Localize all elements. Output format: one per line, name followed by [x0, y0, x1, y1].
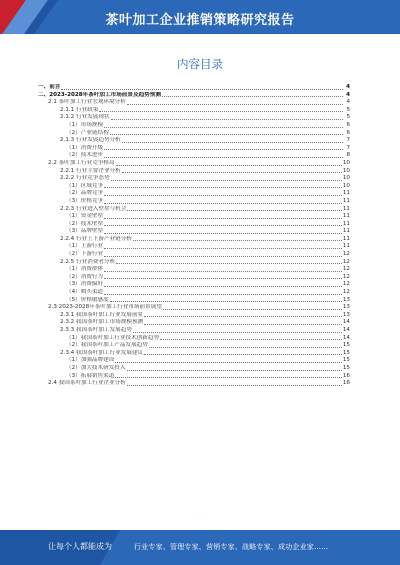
toc-entry[interactable]: [38, 190, 350, 198]
toc-entry[interactable]: [38, 236, 350, 244]
toc-entry-label: （1）市场规模: [66, 121, 104, 128]
toc-entry-page: 12: [342, 281, 350, 288]
toc-entry-label: （2）产业链结构: [66, 129, 109, 136]
toc-dot-leader: [111, 180, 342, 181]
toc-entry-page: 10: [342, 175, 350, 182]
toc-entry[interactable]: [38, 183, 350, 191]
toc-entry-label: （1）区域竞争: [66, 182, 104, 189]
toc-entry[interactable]: [38, 289, 350, 297]
toc-dot-leader: [160, 339, 342, 340]
toc-dot-leader: [116, 263, 342, 264]
toc-entry-page: 10: [342, 182, 350, 189]
toc-entry[interactable]: [38, 130, 350, 138]
toc-entry-page: 11: [342, 243, 350, 250]
toc-entry[interactable]: [38, 312, 350, 320]
toc-entry-label: 2.1 茶叶加工行业宏观环境分析: [48, 99, 126, 106]
toc-dot-leader: [144, 354, 342, 355]
toc-entry[interactable]: [38, 122, 350, 130]
toc-entry-page: 4: [346, 84, 350, 90]
toc-entry-label: （1）上游行业: [66, 243, 104, 250]
toc-entry-label: 2.2.5 行业消费者分析: [60, 258, 116, 265]
toc-entry-page: 14: [342, 327, 350, 333]
toc-entry-page: 4: [346, 91, 350, 98]
page-header: [0, 0, 400, 34]
toc-entry-page: 11: [342, 220, 350, 227]
toc-dot-leader: [104, 127, 343, 128]
toc-entry-page: 12: [342, 258, 350, 265]
toc-entry-label: 2.3.3 我国茶叶加工发展趋势: [60, 327, 132, 333]
toc-dot-leader: [99, 111, 343, 112]
toc-entry-page: 14: [342, 334, 350, 341]
toc-entry-page: 15: [342, 342, 350, 349]
toc-entry[interactable]: [38, 342, 350, 350]
toc-dot-leader: [163, 309, 342, 310]
page-marker: ·: [199, 514, 201, 519]
toc-entry-page: 13: [342, 311, 350, 318]
toc-entry-page: 14: [342, 319, 350, 326]
report-title: 茶叶加工企业推销策略研究报告: [105, 13, 295, 28]
toc-entry[interactable]: [38, 380, 350, 388]
toc-entry[interactable]: [38, 137, 350, 145]
toc-entry[interactable]: [38, 92, 350, 100]
toc-entry-page: 10: [342, 167, 350, 174]
toc-entry-label: 2.3 2023-2028年茶叶加工行业市场前景展望: [48, 304, 162, 311]
toc-entry[interactable]: [38, 206, 350, 214]
toc-dot-leader: [116, 165, 342, 166]
toc-entry[interactable]: [38, 350, 350, 358]
toc-entry-page: 5: [346, 114, 350, 121]
page-footer: [0, 530, 400, 565]
toc-dot-leader: [127, 370, 342, 371]
toc-dot-leader: [127, 385, 342, 386]
toc-entry-page: 15: [342, 357, 350, 364]
toc-entry[interactable]: [38, 266, 350, 274]
toc-entry-page: 12: [342, 289, 350, 296]
toc-entry-label: 2.3.2 我国茶叶加工市场规模预测: [60, 319, 144, 326]
toc-dot-leader: [149, 347, 342, 348]
toc-entry-page: 7: [346, 137, 350, 144]
toc-dot-leader: [104, 218, 342, 219]
toc-dot-leader: [110, 301, 342, 302]
toc-entry-page: 12: [342, 251, 350, 258]
toc-entry-label: （3）消费偏好: [66, 281, 104, 288]
toc-entry-page: 4: [346, 99, 350, 106]
toc-entry-label: （1）我国茶叶加工行业技术创新趋势: [66, 334, 160, 341]
toc-entry-label: （5）价格敏感度: [66, 296, 109, 303]
toc-entry-label: 2.3.1 我国茶叶加工行业发展前景: [60, 311, 144, 318]
toc-entry[interactable]: [38, 365, 350, 373]
toc-entry-label: 2.3.4 我国茶叶加工行业发展建议: [60, 349, 144, 356]
footer-tags: 行业专家、管理专家、营销专家、战略专家、成功企业家……: [134, 543, 329, 551]
toc-dot-leader: [122, 172, 342, 173]
toc-dot-leader: [61, 89, 343, 90]
toc-entry-page: 5: [346, 106, 350, 113]
toc-entry[interactable]: [38, 168, 350, 176]
toc-dot-leader: [104, 271, 342, 272]
toc-entry[interactable]: [38, 228, 350, 236]
toc-entry-page: 13: [342, 304, 350, 311]
toc-dot-leader: [133, 332, 342, 333]
toc-entry[interactable]: [38, 99, 350, 107]
toc-entry[interactable]: [38, 114, 350, 122]
toc-entry[interactable]: [38, 107, 350, 115]
toc-dot-leader: [104, 195, 342, 196]
toc-entry-page: 7: [346, 144, 350, 151]
toc-entry-label: （2）消费行为: [66, 273, 104, 280]
toc-entry[interactable]: [38, 327, 350, 335]
toc-entry-label: 2.2 茶叶加工行业竞争格局: [48, 159, 115, 166]
toc-entry-page: 6: [346, 129, 350, 136]
toc-entry-page: 12: [342, 273, 350, 280]
toc-dot-leader: [104, 203, 342, 204]
toc-entry[interactable]: [38, 213, 350, 221]
toc-entry[interactable]: [38, 175, 350, 183]
toc-dot-leader: [104, 187, 342, 188]
toc-dot-leader: [144, 324, 342, 325]
toc-entry-page: 16: [342, 372, 350, 379]
toc-entry-label: 2.2.2 行业竞争态势: [60, 175, 110, 182]
toc-entry-label: 2.2.1 行业主要企业分析: [60, 167, 121, 174]
toc-entry[interactable]: [38, 160, 350, 168]
toc-entry-label: 2.1.2 行业发展现状: [60, 114, 110, 121]
toc-entry[interactable]: [38, 274, 350, 282]
toc-entry-page: 8: [346, 152, 350, 159]
toc-dot-leader: [110, 134, 343, 135]
toc-entry-label: （1）加强品牌建设: [66, 357, 115, 364]
toc-dot-leader: [122, 142, 343, 143]
toc-entry[interactable]: [38, 373, 350, 381]
toc-dot-leader: [104, 225, 342, 226]
toc-entry[interactable]: [38, 221, 350, 229]
toc-entry[interactable]: [38, 259, 350, 267]
toc-dot-leader: [104, 278, 342, 279]
toc-entry[interactable]: [38, 251, 350, 259]
toc-entry-label: （1）资金壁垒: [66, 213, 104, 220]
toc-heading: 内容目录: [177, 57, 223, 71]
toc-entry-label: （2）下游行业: [66, 251, 104, 258]
toc-dot-leader: [115, 362, 342, 363]
toc-entry-label: （2）技术进步: [66, 152, 104, 159]
table-of-contents: [38, 84, 350, 388]
toc-dot-leader: [104, 233, 342, 234]
toc-entry-label: （3）品牌壁垒: [66, 228, 104, 235]
toc-dot-leader: [144, 316, 342, 317]
toc-dot-leader: [104, 157, 343, 158]
toc-entry-label: 2.1.1 行业政策: [60, 106, 99, 113]
footer-slogan: 让每个人都能成为: [48, 542, 112, 551]
toc-entry-page: 10: [342, 159, 350, 166]
toc-entry[interactable]: [38, 281, 350, 289]
toc-entry-page: 11: [342, 197, 350, 204]
toc-dot-leader: [127, 210, 342, 211]
toc-entry-page: 11: [342, 213, 350, 220]
toc-entry-page: 6: [346, 121, 350, 128]
toc-dot-leader: [104, 286, 342, 287]
toc-entry-label: （2）加大技术研发投入: [66, 364, 126, 371]
toc-entry-label: 二、2023-2028年茶叶加工市场前景及趋势预测: [38, 91, 161, 98]
toc-entry-page: 11: [342, 228, 350, 235]
toc-entry-page: 15: [342, 349, 350, 356]
toc-entry-label: 2.2.3 行业进入壁垒与机会: [60, 205, 127, 212]
toc-entry-label: （1）消费升级: [66, 144, 104, 151]
toc-entry[interactable]: [38, 297, 350, 305]
toc-dot-leader: [111, 119, 343, 120]
toc-entry-label: 2.2.4 行业上下游产业链分析: [60, 235, 132, 242]
toc-entry-page: 11: [342, 205, 350, 212]
toc-entry-page: 11: [342, 235, 350, 242]
toc-entry-label: （4）购买渠道: [66, 289, 104, 296]
toc-dot-leader: [104, 294, 342, 295]
toc-entry[interactable]: [38, 152, 350, 160]
toc-dot-leader: [104, 256, 342, 257]
toc-dot-leader: [162, 96, 343, 97]
toc-entry[interactable]: [38, 335, 350, 343]
toc-entry-page: 16: [342, 380, 350, 387]
toc-entry[interactable]: [38, 357, 350, 365]
toc-entry-label: 一、前言: [38, 84, 61, 90]
toc-dot-leader: [115, 377, 342, 378]
toc-entry[interactable]: [38, 145, 350, 153]
toc-entry-label: （2）技术壁垒: [66, 220, 104, 227]
toc-entry-label: （2）我国茶叶加工产品发展趋势: [66, 342, 148, 349]
toc-dot-leader: [127, 104, 343, 105]
toc-entry-label: （3）拓展销售渠道: [66, 372, 115, 379]
toc-entry-page: 15: [342, 364, 350, 371]
toc-dot-leader: [133, 240, 342, 241]
toc-entry[interactable]: [38, 304, 350, 312]
toc-dot-leader: [104, 149, 343, 150]
toc-dot-leader: [104, 248, 342, 249]
toc-entry-label: 2.1.3 行业发展趋势分析: [60, 137, 121, 144]
toc-entry-page: 11: [342, 190, 350, 197]
toc-entry-page: 13: [342, 296, 350, 303]
toc-entry-label: （3）价格竞争: [66, 197, 104, 204]
toc-entry[interactable]: [38, 84, 350, 92]
toc-entry[interactable]: [38, 243, 350, 251]
toc-entry-label: （1）消费群体: [66, 266, 104, 273]
toc-entry[interactable]: [38, 198, 350, 206]
toc-entry[interactable]: [38, 319, 350, 327]
toc-entry-page: 12: [342, 266, 350, 273]
toc-entry-label: 2.4 我国茶叶加工行业企业分析: [48, 380, 126, 387]
toc-entry-label: （2）品牌竞争: [66, 190, 104, 197]
